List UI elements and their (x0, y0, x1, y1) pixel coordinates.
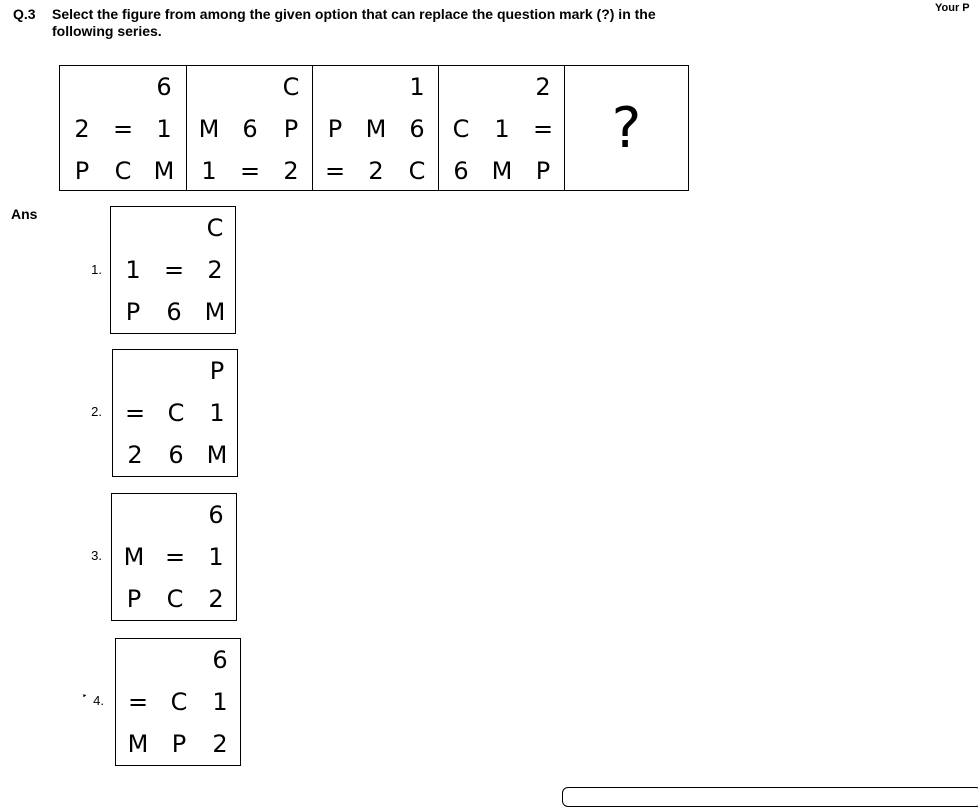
grid-cell: 1 (212, 688, 228, 716)
option-figure[interactable] (110, 206, 236, 334)
grid-cell: M (127, 730, 149, 758)
grid-cell: 6 (409, 115, 425, 143)
grid-cell: 6 (212, 646, 228, 674)
grid-cell: P (535, 157, 551, 185)
grid-cell: = (163, 256, 185, 284)
answer-label: Ans (11, 206, 38, 222)
grid-cell: = (127, 688, 149, 716)
series-figure-2 (186, 66, 312, 190)
corner-label: Your P (935, 2, 970, 14)
grid-cell (315, 66, 355, 108)
grid-cell: P (327, 115, 343, 143)
grid-cell: 6 (453, 157, 469, 185)
grid-cell: = (532, 115, 554, 143)
series-figure-3 (312, 66, 438, 190)
option-figure[interactable] (112, 349, 238, 477)
grid-cell: 2 (368, 157, 384, 185)
grid-cell: 2 (127, 441, 143, 469)
grid-cell: 2 (283, 157, 299, 185)
question-series (59, 65, 689, 191)
grid-cell: C (166, 585, 184, 613)
series-figure-4 (438, 66, 564, 190)
grid-cell: M (123, 543, 145, 571)
grid-cell: = (124, 399, 146, 427)
grid-cell (118, 639, 158, 681)
grid-cell (155, 494, 195, 536)
grid-cell (356, 66, 396, 108)
grid-cell: 6 (208, 501, 224, 529)
grid-cell: 1 (209, 399, 225, 427)
grid-cell (113, 207, 153, 249)
grid-cell: C (452, 115, 470, 143)
grid-cell: 6 (166, 298, 182, 326)
grid-cell (115, 350, 155, 392)
grid-cell: 2 (212, 730, 228, 758)
grid-cell: M (198, 115, 220, 143)
grid-cell: 6 (242, 115, 258, 143)
grid-cell: = (112, 115, 134, 143)
grid-cell (154, 207, 194, 249)
grid-cell: 1 (156, 115, 172, 143)
grid-cell (189, 66, 229, 108)
grid-cell: C (206, 214, 224, 242)
grid-cell: P (125, 298, 141, 326)
grid-cell: C (170, 688, 188, 716)
grid-cell (482, 66, 522, 108)
series-question-figure (564, 66, 688, 190)
grid-cell: C (114, 157, 132, 185)
grid-cell (156, 350, 196, 392)
grid-cell: 2 (207, 256, 223, 284)
grid-cell (62, 66, 102, 108)
grid-cell: M (204, 298, 226, 326)
grid-cell: = (239, 157, 261, 185)
grid-cell: 1 (125, 256, 141, 284)
grid-cell: 6 (168, 441, 184, 469)
question-number: Q.3 (13, 6, 36, 22)
grid-cell: 6 (156, 73, 172, 101)
grid-cell (159, 639, 199, 681)
option-number: 1. (91, 262, 102, 277)
grid-cell: 2 (535, 73, 551, 101)
grid-cell: C (408, 157, 426, 185)
grid-cell: P (209, 357, 225, 385)
grid-cell: 1 (494, 115, 510, 143)
grid-cell: C (282, 73, 300, 101)
grid-cell: 1 (201, 157, 217, 185)
option-figure[interactable] (115, 638, 241, 766)
grid-cell: P (74, 157, 90, 185)
question-text: Select the figure from among the given option that can replace the question mark (?) in the following series. (52, 6, 656, 39)
grid-cell: M (365, 115, 387, 143)
grid-cell: M (491, 157, 513, 185)
grid-cell (230, 66, 270, 108)
option-figure[interactable] (111, 493, 237, 621)
grid-cell: 1 (208, 543, 224, 571)
grid-cell: C (167, 399, 185, 427)
grid-cell (114, 494, 154, 536)
grid-cell: M (153, 157, 175, 185)
grid-cell: 1 (409, 73, 425, 101)
grid-cell (103, 66, 143, 108)
option-number: 2. (91, 404, 102, 419)
grid-cell: = (324, 157, 346, 185)
grid-cell: P (283, 115, 299, 143)
series-figure-1 (60, 66, 186, 190)
bullet-marker-icon: ‣ (82, 691, 88, 701)
grid-cell: = (164, 543, 186, 571)
option-number: 3. (91, 548, 102, 563)
grid-cell: P (171, 730, 187, 758)
grid-cell: P (126, 585, 142, 613)
grid-cell: M (206, 441, 228, 469)
bottom-panel (562, 787, 978, 807)
grid-cell: 2 (74, 115, 90, 143)
grid-cell: 2 (208, 585, 224, 613)
option-number: 4. (93, 693, 104, 708)
grid-cell (441, 66, 481, 108)
question-mark: ? (611, 95, 642, 161)
